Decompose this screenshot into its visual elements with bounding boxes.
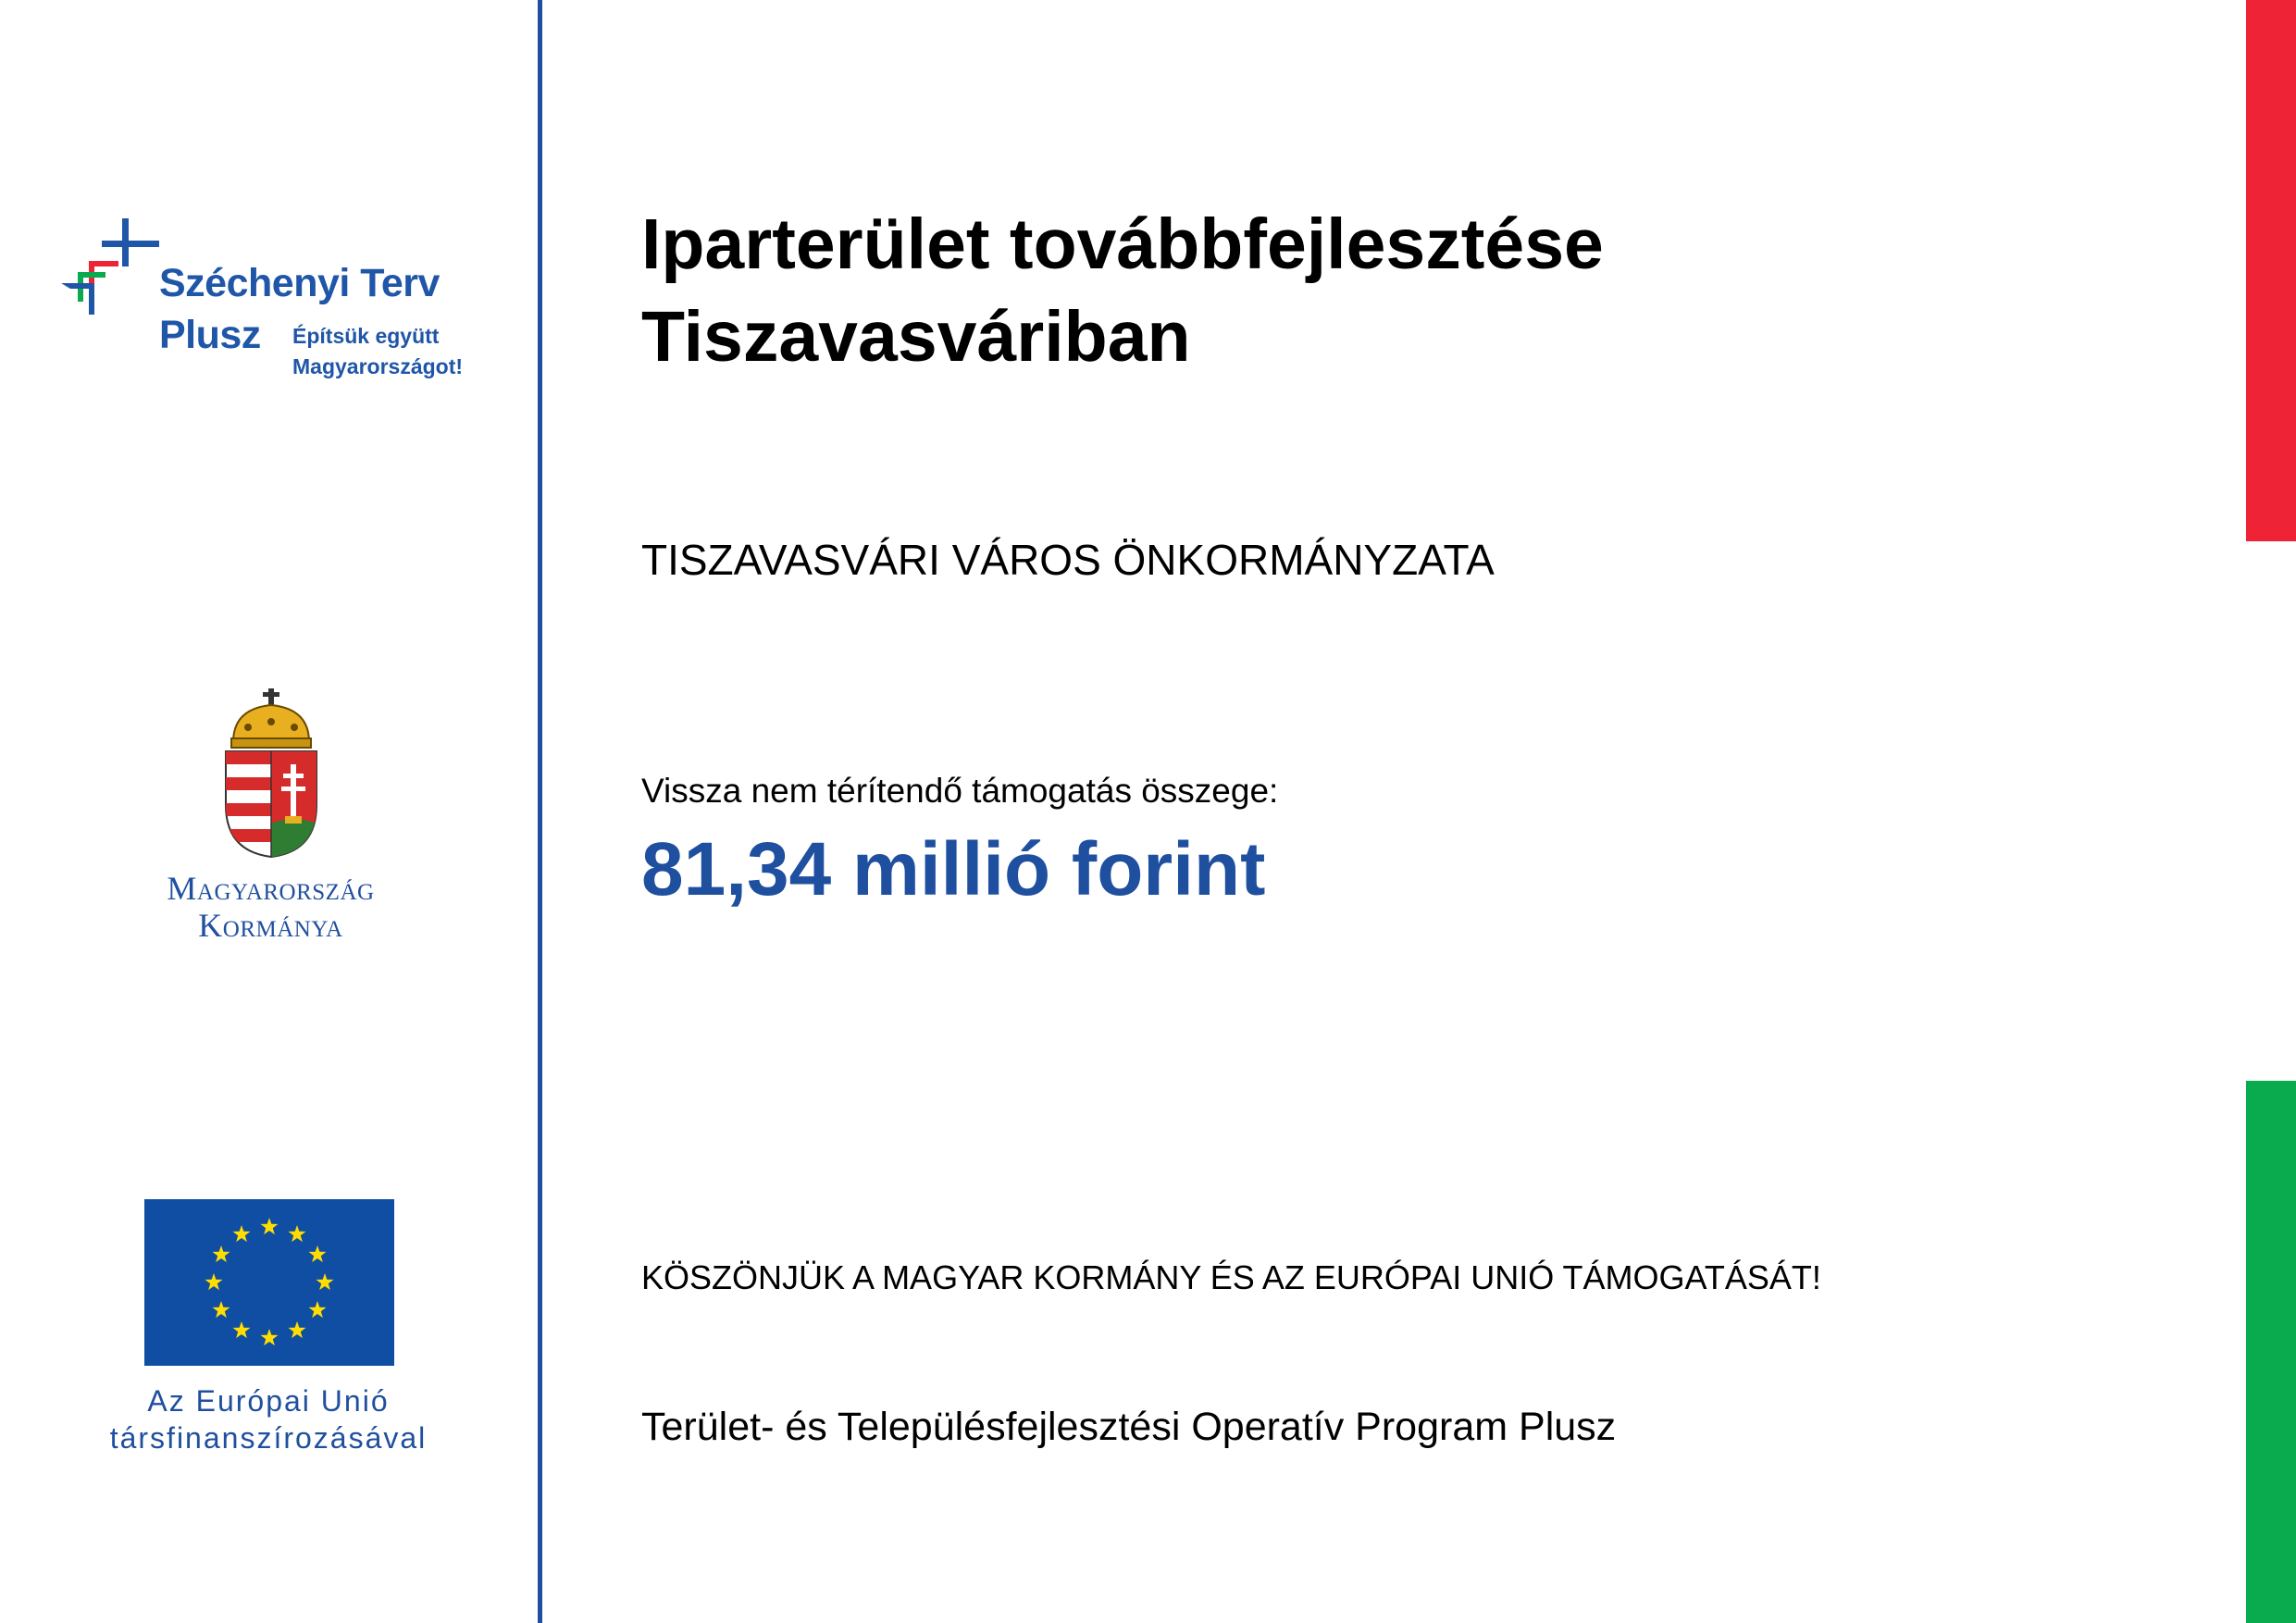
eu-text-line2: társfinanszírozásával [109, 1421, 428, 1455]
szechenyi-slogan-line2: Magyarországot! [292, 354, 464, 378]
eu-flag [144, 1199, 394, 1366]
vertical-divider [538, 0, 542, 1623]
flag-stripe-red [2246, 0, 2296, 541]
szechenyi-terv-logo [61, 213, 487, 398]
eu-cofinancing-text [83, 1382, 453, 1456]
coat-of-arms-icon [220, 685, 322, 861]
grant-amount: 81,34 millió forint [641, 827, 1266, 911]
grant-amount-label: Vissza nem térítendő támogatás összege: [641, 772, 1279, 810]
szechenyi-plusz: Plusz [159, 313, 261, 357]
eu-text-line1: Az Európai Unió [147, 1384, 390, 1418]
project-title-line2: Tiszavasváriban [641, 297, 1191, 377]
government-name-line2: Kormánya [198, 907, 343, 944]
government-name-line1: Magyarország [167, 870, 375, 907]
project-title-line1: Iparterület továbbfejlesztése [641, 204, 1604, 284]
eu-stars-icon [144, 1199, 394, 1366]
thanks-text: KÖSZÖNJÜK A MAGYAR KORMÁNY ÉS AZ EURÓPAI UNIÓ TÁMOGATÁSÁT! [641, 1258, 1821, 1296]
government-name [111, 870, 430, 944]
szechenyi-slogan-line1: Építsük együtt [292, 324, 440, 348]
flag-stripe-green [2246, 1081, 2296, 1623]
beneficiary-name: TISZAVASVÁRI VÁROS ÖNKORMÁNYZATA [641, 536, 1495, 584]
project-title [641, 198, 2215, 383]
szechenyi-cross-icon [61, 213, 163, 315]
program-name: Terület- és Településfejlesztési Operatív Program Plusz [641, 1405, 1617, 1449]
szechenyi-title: Széchenyi Terv [159, 261, 440, 305]
